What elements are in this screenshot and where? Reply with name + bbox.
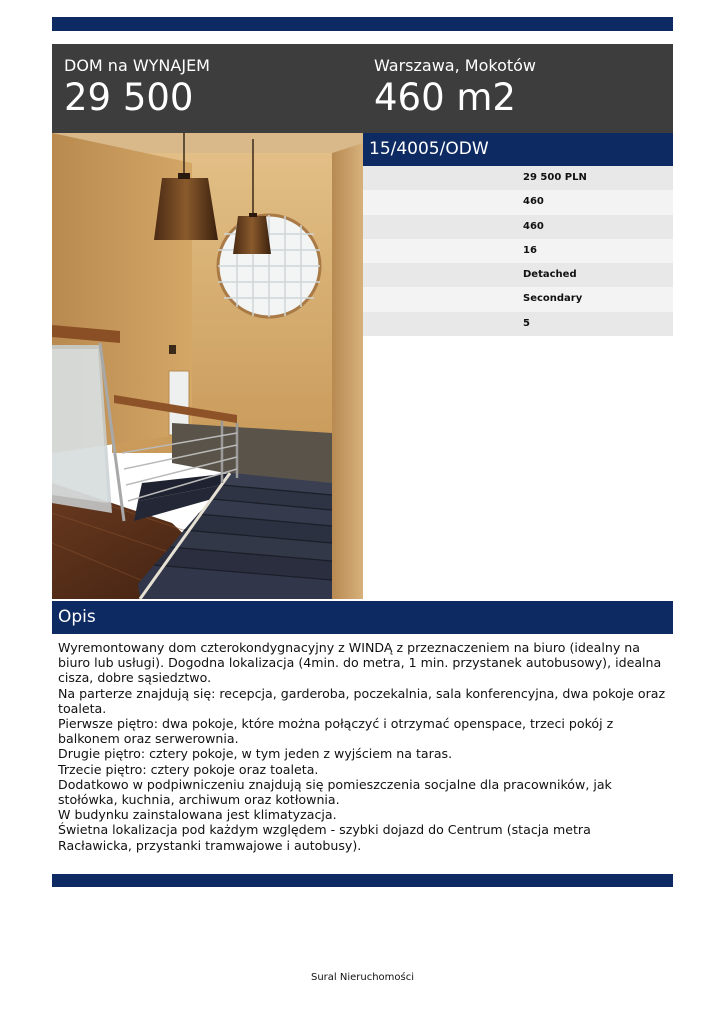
spec-value: 460 — [523, 196, 544, 208]
top-accent-bar — [52, 17, 673, 31]
description-paragraph: W budynku zainstalowana jest klimatyzacja. — [58, 807, 337, 823]
spec-row — [363, 215, 673, 239]
listing-price: 29 500 — [64, 76, 194, 119]
reference-number: 15/4005/ODW — [369, 139, 489, 159]
bottom-accent-bar — [52, 874, 673, 887]
description-paragraph: Dodatkowo w podpiwniczeniu znajdują się pomieszczenia socjalne dla pracowników, jak stołówka, kuchnia, archiwum oraz kotłownia. — [58, 776, 612, 808]
spec-row — [363, 263, 673, 287]
spec-row — [363, 166, 673, 190]
header-right — [374, 56, 536, 120]
description-body — [58, 640, 668, 853]
description-paragraph: Na parterze znajdują się: recepcja, garderoba, poczekalnia, sala konferencyjna, dwa pokoje oraz toaleta. — [58, 685, 666, 716]
description-paragraph: Pierwsze piętro: dwa pokoje, które można połączyć i otrzymać openspace, trzeci pokój z balkonem oraz serwerownia. — [58, 716, 614, 747]
property-photo — [52, 133, 363, 599]
description-paragraph: Trzecie piętro: cztery pokoje oraz toaleta. — [58, 761, 319, 777]
spec-value: 29 500 PLN — [523, 172, 587, 183]
description-heading — [52, 601, 673, 634]
description-title: Opis — [58, 607, 96, 627]
footer-agency-name: Sural Nieruchomości — [310, 972, 415, 983]
description-paragraph: Świetna lokalizacja pod każdym względem - szybki dojazd do Centrum (stacja metra Racławicka, przystanki tramwajowe i autobusy). — [58, 822, 591, 853]
spec-row — [363, 312, 673, 336]
spec-row — [363, 239, 673, 263]
listing-area: 460 m2 — [374, 76, 516, 119]
spec-value: Detached — [523, 269, 577, 281]
listing-reference — [363, 133, 673, 166]
listing-header — [52, 44, 673, 133]
spec-row — [363, 190, 673, 214]
header-left — [64, 56, 210, 120]
spec-value: 16 — [523, 244, 537, 256]
spec-value: 5 — [523, 317, 530, 329]
description-paragraph: Wyremontowany dom czterokondygnacyjny z WINDĄ z przeznaczeniem na biuro (idealny na biuro lub usługi). Dogodna lokalizacja (4min. do metra, 1 min. przystanek autobusowy), idealna cisza, dobre sąsiedztwo. — [58, 640, 662, 686]
spec-row — [363, 287, 673, 311]
spec-table — [363, 166, 673, 336]
listing-type: DOM na WYNAJEM — [64, 56, 210, 75]
listing-location: Warszawa, Mokotów — [374, 56, 537, 75]
description-paragraph: Drugie piętro: cztery pokoje, w tym jeden z wyjściem na taras. — [58, 746, 453, 762]
spec-value: 460 — [523, 220, 544, 232]
spec-value: Secondary — [523, 293, 583, 305]
